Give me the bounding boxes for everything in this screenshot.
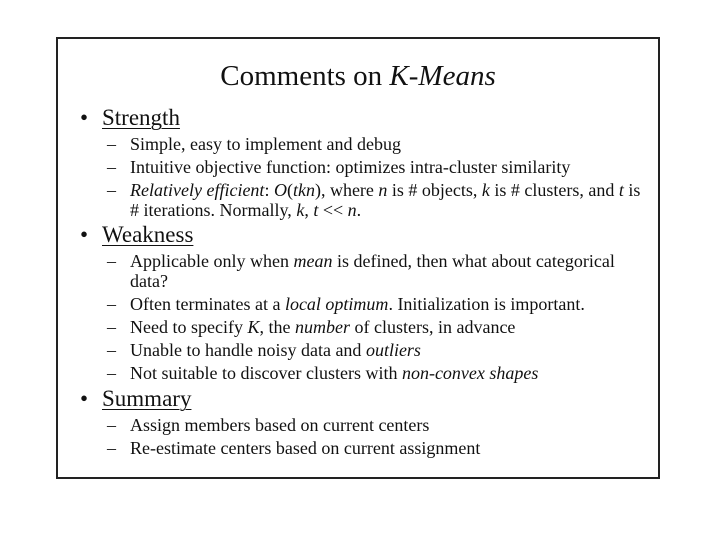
item-emphasis: O: [273, 180, 287, 200]
item-text: (: [286, 180, 293, 200]
item-emphasis: tkn: [292, 180, 315, 200]
list-item: [107, 438, 648, 458]
list-item: [107, 180, 648, 220]
item-emphasis: k: [296, 200, 305, 220]
item-text: is defined, then what about categorical data?: [130, 251, 615, 291]
item-text: . Initialization is important.: [388, 294, 585, 314]
dash-icon: –: [107, 157, 116, 177]
item-emphasis: K: [247, 317, 260, 337]
item-text: .: [356, 200, 362, 220]
dash-icon: –: [107, 438, 116, 458]
item-text: Not suitable to discover clusters with: [130, 363, 402, 383]
item-text: Assign members based on current centers: [130, 415, 430, 435]
item-emphasis: outliers: [365, 340, 421, 360]
bullet-icon: •: [80, 222, 89, 247]
item-text: Simple, easy to implement and debug: [130, 134, 401, 154]
item-text: Intuitive objective function: optimizes intra-cluster similarity: [130, 157, 571, 177]
slide-frame: [56, 37, 660, 479]
item-emphasis: t: [313, 200, 319, 220]
dash-icon: –: [107, 294, 116, 314]
dash-icon: –: [107, 134, 116, 154]
item-emphasis: number: [294, 317, 350, 337]
list-item: [107, 157, 648, 177]
item-emphasis: t: [618, 180, 624, 200]
list-item: [107, 317, 648, 337]
item-emphasis: Relatively efficient: [130, 180, 265, 200]
strength-heading-label: Strength: [102, 105, 180, 130]
item-text: Unable to handle noisy data and: [130, 340, 366, 360]
title-emphasis: K-Means: [389, 60, 496, 92]
item-emphasis: non-convex shapes: [401, 363, 539, 383]
strength-list: [78, 134, 648, 220]
summary-list: [78, 415, 648, 458]
dash-icon: –: [107, 251, 116, 271]
dash-icon: –: [107, 415, 116, 435]
list-item: [107, 363, 648, 383]
item-emphasis: n: [378, 180, 388, 200]
item-text: ), where: [314, 180, 379, 200]
weakness-list: [78, 251, 648, 383]
item-text: Re-estimate centers based on current assignment: [130, 438, 481, 458]
title-text: Comments on: [220, 60, 390, 92]
list-item: [107, 134, 648, 154]
item-text: , the: [259, 317, 295, 337]
item-text: Often terminates at a: [130, 294, 285, 314]
item-emphasis: mean: [293, 251, 333, 271]
strength-section: [78, 105, 648, 223]
item-text: ,: [304, 200, 314, 220]
item-emphasis: k: [481, 180, 490, 200]
summary-section: [78, 386, 648, 461]
bullet-icon: •: [80, 386, 89, 411]
list-item: [107, 294, 648, 314]
slide-title: [58, 59, 658, 93]
item-text: <<: [318, 200, 348, 220]
weakness-heading: [78, 222, 648, 248]
item-emphasis: local optimum: [284, 294, 389, 314]
dash-icon: –: [107, 340, 116, 360]
item-emphasis: n: [347, 200, 357, 220]
summary-heading-label: Summary: [102, 386, 192, 411]
list-item: [107, 340, 648, 360]
item-text: is # clusters, and: [489, 180, 619, 200]
summary-heading: [78, 386, 648, 412]
item-text: is # objects,: [387, 180, 482, 200]
item-text: Need to specify: [130, 317, 248, 337]
list-item: [107, 251, 648, 291]
dash-icon: –: [107, 363, 116, 383]
dash-icon: –: [107, 180, 116, 200]
weakness-section: [78, 222, 648, 386]
bullet-icon: •: [80, 105, 89, 130]
dash-icon: –: [107, 317, 116, 337]
strength-heading: [78, 105, 648, 131]
weakness-heading-label: Weakness: [102, 222, 194, 247]
list-item: [107, 415, 648, 435]
item-text: Applicable only when: [130, 251, 294, 271]
item-text: of clusters, in advance: [349, 317, 516, 337]
item-text: is # iterations. Normally,: [130, 180, 641, 220]
item-text: :: [264, 180, 274, 200]
